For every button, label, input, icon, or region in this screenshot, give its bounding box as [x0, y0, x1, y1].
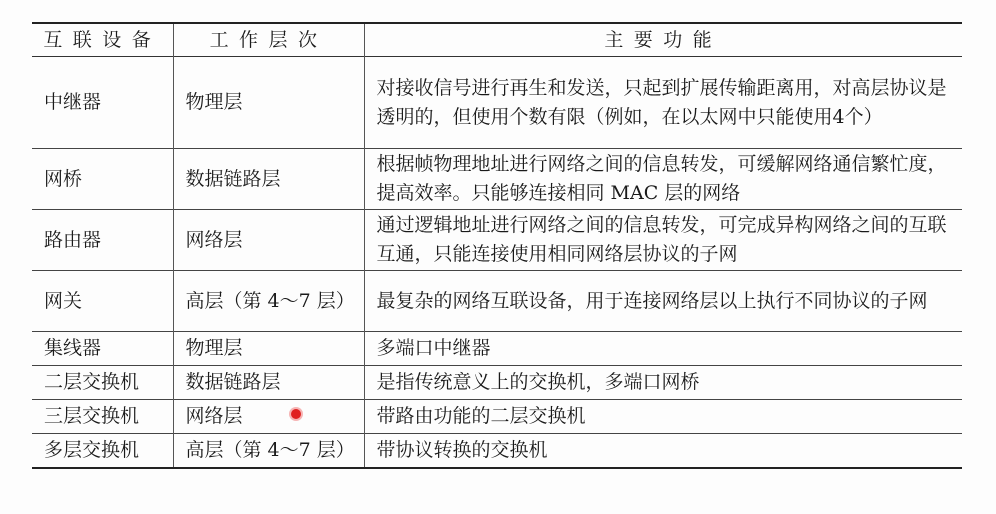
table-row [32, 149, 962, 210]
cell-function: 多端口中继器 [376, 337, 491, 359]
cell-function: 最复杂的网络互联设备，用于连接网络层以上执行不同协议的子网 [376, 289, 928, 312]
cell-layer: 高层（第 4～7 层） [173, 271, 364, 332]
table-row [32, 366, 962, 400]
cell-device: 网桥 [32, 149, 173, 210]
cell-device: 网关 [32, 271, 173, 332]
cell-function: 对接收信号进行再生和发送，只起到扩展传输距离用，对高层协议是透明的，但使用个数有限（例如，在以太网中只能使用4个） [376, 76, 947, 128]
cell-layer: 数据链路层 [173, 149, 364, 210]
network-devices-table [32, 22, 962, 469]
table-row [32, 434, 962, 469]
cell-device: 路由器 [32, 210, 173, 271]
table-row [32, 332, 962, 366]
table-row [32, 210, 962, 271]
header-device: 互联设备 [32, 23, 173, 57]
cell-function: 是指传统意义上的交换机，多端口网桥 [376, 371, 700, 393]
cell-layer: 网络层 [173, 400, 364, 434]
table-row [32, 271, 962, 332]
cell-function: 带协议转换的交换机 [376, 439, 548, 461]
cell-function: 通过逻辑地址进行网络之间的信息转发，可完成异构网络之间的互联互通，只能连接使用相同网络层协议的子网 [376, 214, 947, 265]
cursor-marker-dot [291, 409, 301, 419]
cell-device: 二层交换机 [32, 366, 173, 400]
cell-device: 多层交换机 [32, 434, 173, 469]
cell-function: 带路由功能的二层交换机 [376, 405, 586, 427]
cell-layer: 数据链路层 [173, 366, 364, 400]
header-layer: 工作层次 [173, 23, 364, 57]
cell-layer: 物理层 [173, 332, 364, 366]
cell-layer: 物理层 [173, 57, 364, 149]
table-row [32, 57, 962, 149]
table-header-row [32, 23, 962, 57]
cell-layer: 网络层 [173, 210, 364, 271]
cell-device: 三层交换机 [32, 400, 173, 434]
cell-device: 中继器 [32, 57, 173, 149]
cell-function: 根据帧物理地址进行网络之间的信息转发，可缓解网络通信繁忙度，提高效率。只能够连接相同 MAC 层的网络 [376, 153, 947, 204]
cell-device: 集线器 [32, 332, 173, 366]
table-row [32, 400, 962, 434]
header-function: 主要功能 [604, 28, 723, 51]
cell-layer: 高层（第 4～7 层） [173, 434, 364, 469]
